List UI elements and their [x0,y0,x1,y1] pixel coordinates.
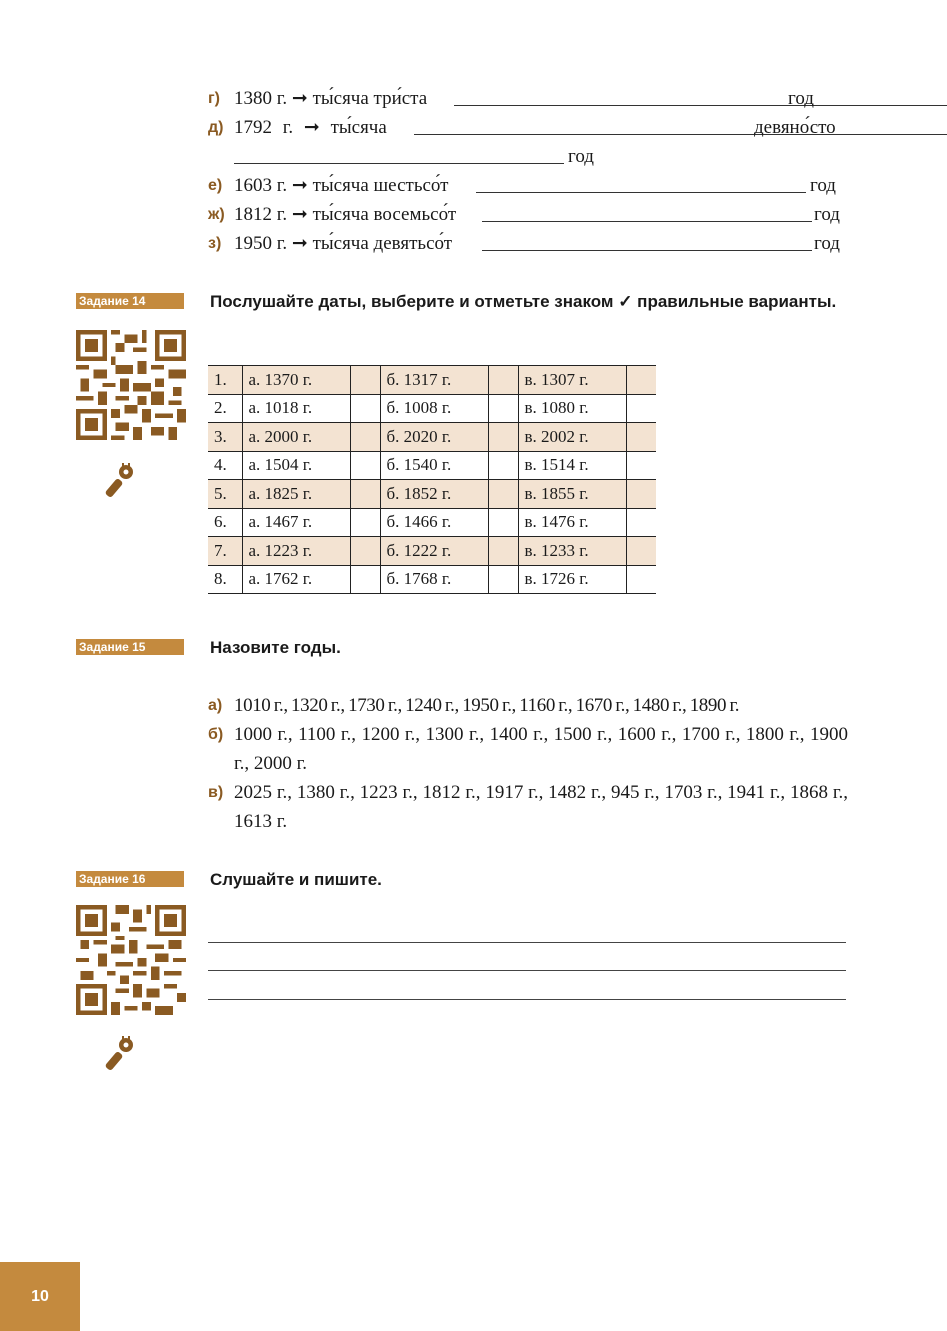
answer-blank[interactable] [482,221,812,222]
row-number: 5. [214,483,227,503]
exercise-line-d-cont [208,144,848,170]
option-a: а. 1504 г. [242,451,350,480]
item-end: девяно́сто [754,117,836,138]
row-number: 1. [214,369,227,389]
option-b: б. 1008 г. [380,394,488,423]
option-b: б. 1466 г. [380,508,488,537]
check-cell-a[interactable] [350,508,380,537]
check-cell-a[interactable] [350,451,380,480]
check-cell-c[interactable] [626,565,656,594]
option-c: в. 1080 г. [518,394,626,423]
option-c: в. 1855 г. [518,480,626,509]
item-letter: б) [208,726,224,743]
check-cell-a[interactable] [350,366,380,395]
option-c: в. 1307 г. [518,366,626,395]
table-row [208,565,656,594]
writing-line[interactable] [208,970,846,971]
option-b: б. 1540 г. [380,451,488,480]
check-cell-b[interactable] [488,480,518,509]
check-cell-a[interactable] [350,423,380,452]
check-cell-a[interactable] [350,394,380,423]
item-text: 1000 г., 1100 г., 1200 г., 1300 г., 1400 г., 1500 г., 1600 г., 1700 г., 1800 г., 1900 г., 2000 г. [234,724,848,774]
option-a: а. 1825 г. [242,480,350,509]
exercise-line-z [208,231,848,257]
answer-blank[interactable] [482,250,812,251]
audio-key-icon [105,462,139,502]
item-end: год [568,146,594,167]
item-end: год [814,233,840,254]
option-c: в. 2002 г. [518,423,626,452]
writing-line[interactable] [208,942,846,943]
check-cell-a[interactable] [350,480,380,509]
row-number: 4. [214,455,227,475]
option-a: а. 1762 г. [242,565,350,594]
qr-code-icon[interactable] [76,330,186,440]
check-cell-a[interactable] [350,565,380,594]
check-cell-b[interactable] [488,394,518,423]
check-cell-c[interactable] [626,537,656,566]
option-c: в. 1233 г. [518,537,626,566]
option-b: б. 2020 г. [380,423,488,452]
item-letter: г) [208,90,220,107]
item-end: год [814,204,840,225]
check-cell-b[interactable] [488,537,518,566]
item-letter: ж) [208,206,225,223]
option-a: а. 1223 г. [242,537,350,566]
table-row [208,480,656,509]
option-a: а. 1370 г. [242,366,350,395]
row-number: 8. [214,569,227,589]
answer-blank[interactable] [414,134,947,135]
item-text: 1812 г. ➞ ты́сяча восемьсо́т [234,204,457,225]
check-cell-c[interactable] [626,394,656,423]
table-row [208,394,656,423]
row-number: 2. [214,398,227,418]
option-c: в. 1726 г. [518,565,626,594]
option-b: б. 1852 г. [380,480,488,509]
option-c: в. 1476 г. [518,508,626,537]
check-cell-c[interactable] [626,423,656,452]
item-text: 1950 г. ➞ ты́сяча девятьсо́т [234,233,453,254]
option-a: а. 2000 г. [242,423,350,452]
years-list-v [208,778,848,836]
check-cell-c[interactable] [626,366,656,395]
item-letter: з) [208,235,222,252]
task-15-title: Назовите годы. [210,638,341,657]
check-cell-b[interactable] [488,508,518,537]
answer-blank[interactable] [234,163,564,164]
option-c: в. 1514 г. [518,451,626,480]
exercise-line-d [208,115,848,141]
check-cell-b[interactable] [488,565,518,594]
check-cell-b[interactable] [488,366,518,395]
option-b: б. 1768 г. [380,565,488,594]
item-letter: в) [208,784,224,801]
check-cell-c[interactable] [626,451,656,480]
check-cell-b[interactable] [488,423,518,452]
item-letter: е) [208,177,223,194]
task-16-title: Слушайте и пишите. [210,870,382,889]
item-letter: а) [208,697,223,714]
item-text: 1010 г., 1320 г., 1730 г., 1240 г., 1950 г., 1160 г., 1670 г., 1480 г., 1890 г. [234,695,740,716]
option-b: б. 1317 г. [380,366,488,395]
answer-blank[interactable] [476,192,806,193]
table-row [208,451,656,480]
table-row [208,423,656,452]
check-cell-b[interactable] [488,451,518,480]
row-number: 7. [214,540,227,560]
audio-key-icon [105,1035,139,1075]
item-text: 1603 г. ➞ ты́сяча шестьсо́т [234,175,449,196]
row-number: 3. [214,426,227,446]
item-end: год [788,88,814,109]
item-text: 2025 г., 1380 г., 1223 г., 1812 г., 1917 г., 1482 г., 945 г., 1703 г., 1941 г., 1868 г., 1613 г. [234,782,848,832]
table-row [208,508,656,537]
writing-line[interactable] [208,999,846,1000]
table-row [208,366,656,395]
exercise-line-e [208,173,848,199]
task-16-label: Задание 16 [76,871,184,887]
option-a: а. 1018 г. [242,394,350,423]
years-list-a [208,691,848,720]
option-b: б. 1222 г. [380,537,488,566]
item-end: год [810,175,836,196]
qr-code-icon[interactable] [76,905,186,1015]
row-number: 6. [214,512,227,532]
answer-blank[interactable] [454,105,947,106]
choices-table [208,365,656,594]
task-15-label: Задание 15 [76,639,184,655]
item-letter: д) [208,119,224,136]
exercise-line-g [208,86,848,112]
years-list-b [208,720,848,778]
check-cell-a[interactable] [350,537,380,566]
task-14-title: Послушайте даты, выберите и отметьте знаком ✓ правильные варианты. [210,292,837,311]
option-a: а. 1467 г. [242,508,350,537]
table-row [208,537,656,566]
check-cell-c[interactable] [626,508,656,537]
item-text: 1792 г. ➞ ты́сяча [234,117,387,138]
page-number: 10 [0,1262,80,1331]
check-cell-c[interactable] [626,480,656,509]
item-text: 1380 г. ➞ ты́сяча три́ста [234,88,428,109]
exercise-line-zh [208,202,848,228]
task-14-label: Задание 14 [76,293,184,309]
